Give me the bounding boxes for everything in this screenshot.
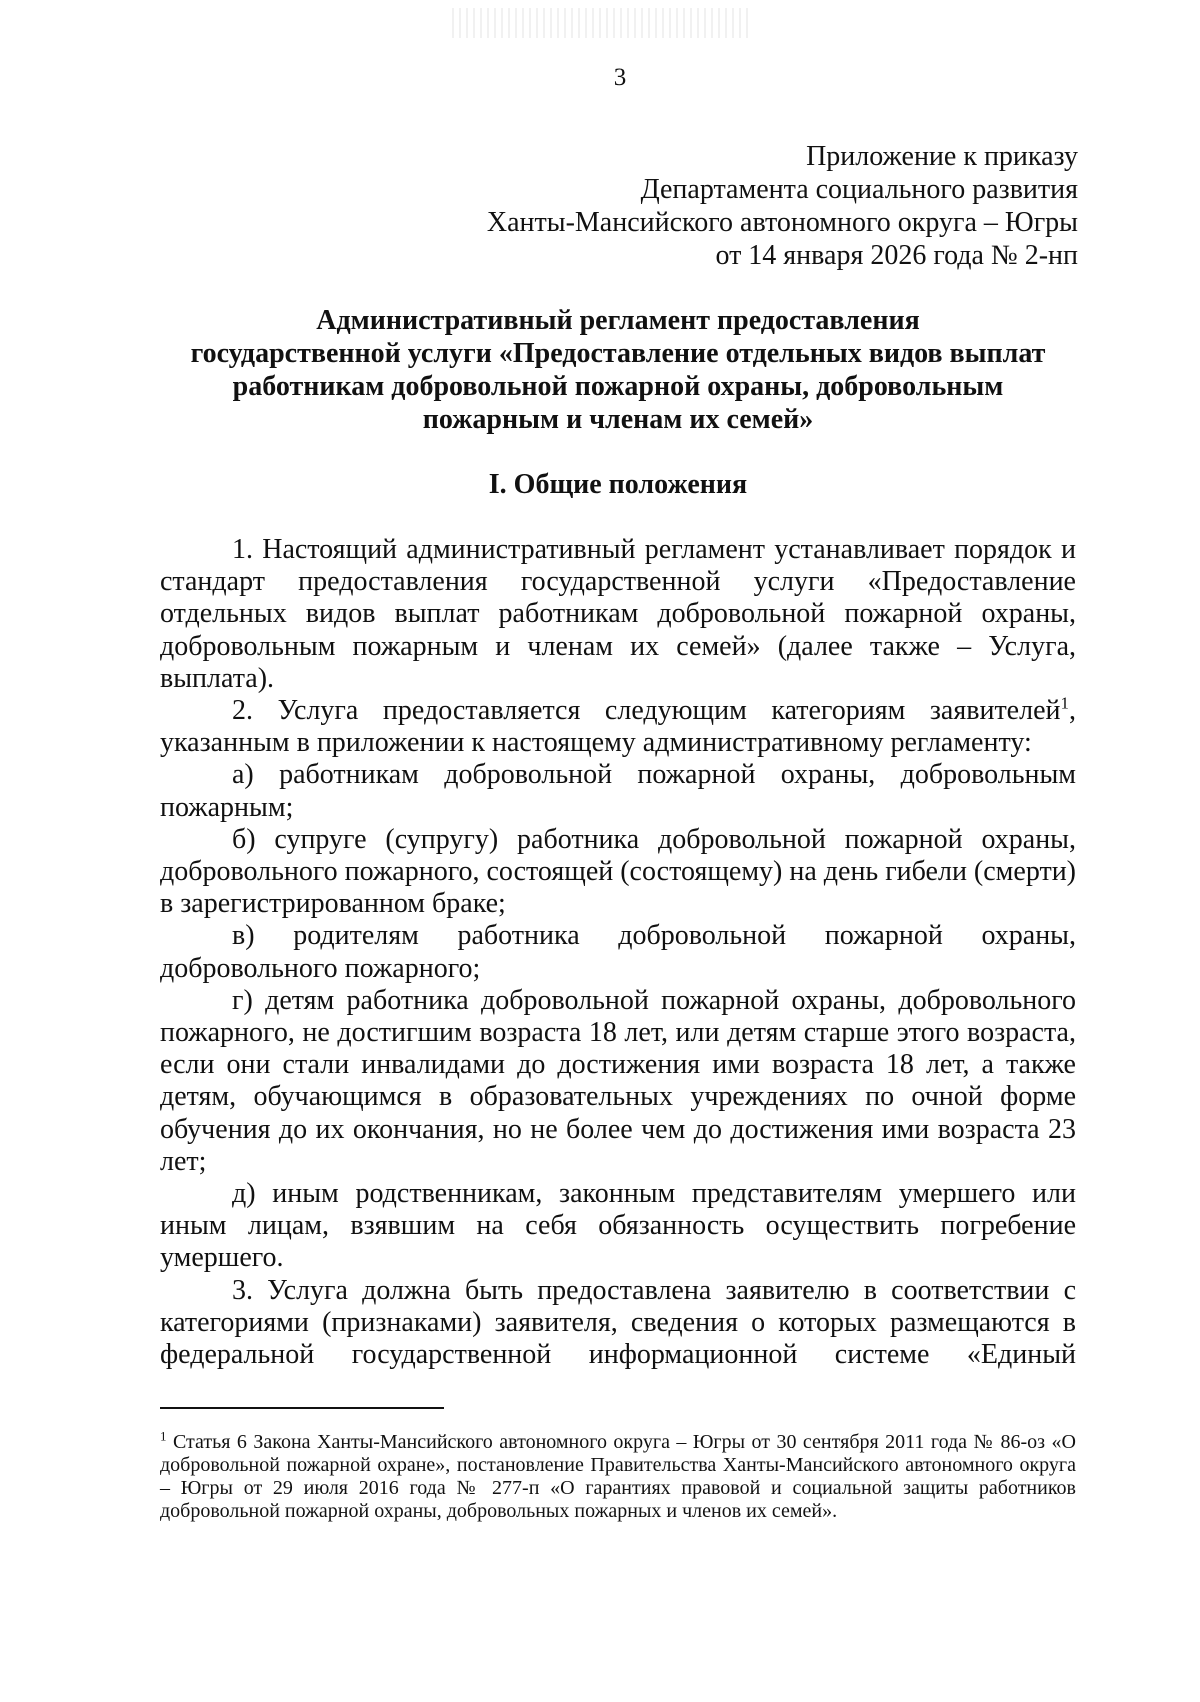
footnote-reference[interactable]: 1 <box>1060 693 1069 713</box>
list-item-g: г) детям работника добровольной пожарной охраны, добровольного пожарного, не достигшим возраста 18 лет, или детям старше этого возраста, если они стали инвалидами до достижения ими возраста 18 лет, а также детям, обучающимся в образовательных учреждениях по очной форме обучения до их окончания, но не более чем до достижения ими возраста 23 лет; <box>160 984 1076 1177</box>
footnote <box>160 1428 1076 1523</box>
list-item-d: д) иным родственникам, законным представителям умершего или иным лицам, взявшим на себя обязанность осуществить погребение умершего. <box>160 1178 1076 1274</box>
footnote-text: Статья 6 Закона Ханты-Мансийского автономного округа – Югры от 30 сентября 2011 года № 86-оз «О добровольной пожарной охране», постановление Правительства Ханты-Мансийского автономного округа – Югры от 29 июля 2016 года № 277-п «О гарантиях правовой и социальной защиты работников добровольной пожарной охраны, добровольных пожарных и членов их семей». <box>160 1431 1076 1522</box>
appendix-line: от 14 января 2026 года № 2-нп <box>715 240 1078 271</box>
paragraph-1: 1. Настоящий административный регламент устанавливает порядок и стандарт предоставления государственной услуги «Предоставление отдельных видов выплат работникам добровольной пожарной охраны, добровольным пожарным и членам их семей» (далее также – Услуга, выплата). <box>160 534 1076 694</box>
title-line: пожарным и членам их семей» <box>422 404 814 435</box>
footnote-number: 1 <box>160 1428 167 1444</box>
footnote-separator <box>160 1407 444 1409</box>
section-heading: I. Общие положения <box>488 469 748 500</box>
page-number: 3 <box>613 64 627 91</box>
document-title <box>160 304 1076 436</box>
appendix-header <box>487 140 1078 272</box>
list-item-v: в) родителям работника добровольной пожарной охраны, добровольного пожарного; <box>160 920 1076 984</box>
title-line: работникам добровольной пожарной охраны, добровольным <box>232 371 1004 402</box>
paragraph-2-tail: , указанным в приложении к настоящему административному регламенту: <box>160 695 1076 759</box>
paragraph-2-text: 2. Услуга предоставляется следующим категориям заявителей <box>232 695 1061 727</box>
appendix-line: Приложение к приказу <box>806 141 1078 172</box>
document-body <box>160 534 1076 1371</box>
appendix-line: Департамента социального развития <box>640 174 1078 205</box>
title-line: Административный регламент предоставления <box>316 305 920 336</box>
paragraph-2 <box>160 695 1076 759</box>
scan-artifact <box>452 8 752 38</box>
list-item-b: б) супруге (супругу) работника добровольной пожарной охраны, добровольного пожарного, состоящей (состоящему) на день гибели (смерти) в зарегистрированном браке; <box>160 823 1077 920</box>
appendix-line: Ханты-Мансийского автономного округа – Югры <box>486 207 1078 238</box>
title-line: государственной услуги «Предоставление отдельных видов выплат <box>190 338 1046 369</box>
paragraph-3: 3. Услуга должна быть предоставлена заявителю в соответствии с категориями (признаками) заявителя, сведения о которых размещаются в федеральной государственной информационной системе «Единый <box>160 1274 1076 1371</box>
list-item-a: а) работникам добровольной пожарной охраны, добровольным пожарным; <box>160 759 1076 823</box>
